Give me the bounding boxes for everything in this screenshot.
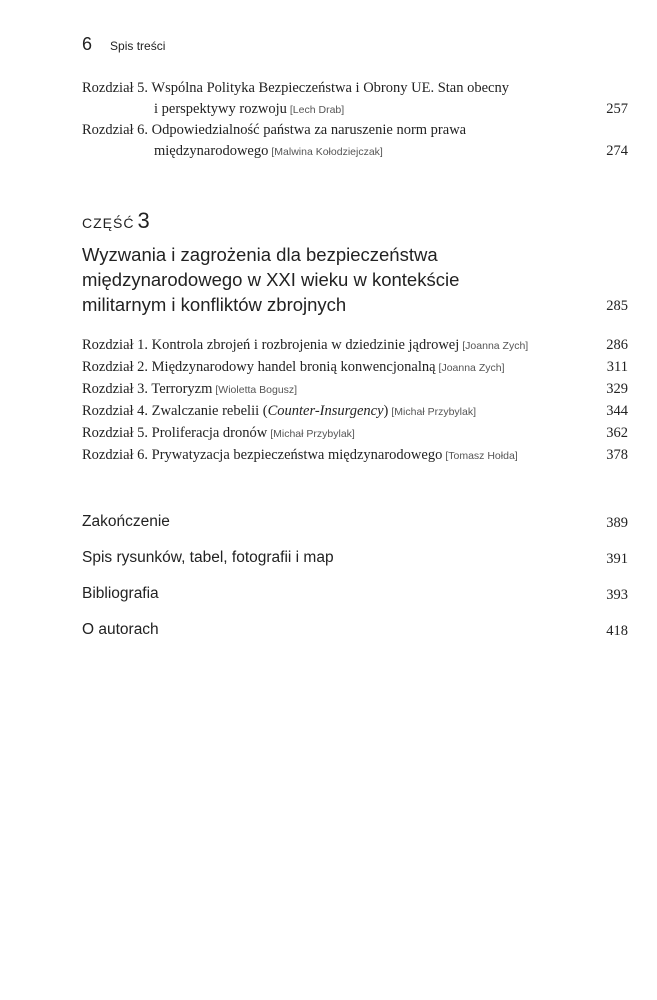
part-title-line: międzynarodowego w XXI wieku w kontekście bbox=[82, 269, 460, 290]
part-title[interactable] bbox=[82, 242, 628, 317]
entry-title: Spis rysunków, tabel, fotografii i map bbox=[82, 549, 334, 566]
entry-author: [Malwina Kołodziejczak] bbox=[271, 146, 383, 158]
entry-author: [Joanna Zych] bbox=[462, 340, 529, 352]
toc-entry-chapter-6[interactable] bbox=[82, 445, 628, 467]
entry-page-number: 329 bbox=[606, 381, 628, 397]
entry-page-number: 393 bbox=[606, 587, 628, 603]
entry-title: Rozdział 3. Terroryzm bbox=[82, 381, 213, 397]
entry-page-number: 378 bbox=[606, 447, 628, 463]
entry-author: [Joanna Zych] bbox=[438, 362, 505, 374]
entry-page-number: 389 bbox=[606, 515, 628, 531]
running-head-title: Spis treści bbox=[110, 39, 166, 53]
entry-page-number: 362 bbox=[606, 425, 628, 441]
entry-title: Rozdział 2. Międzynarodowy handel bronią konwencjonalną bbox=[82, 359, 436, 375]
entry-author: [Wioletta Bogusz] bbox=[215, 384, 298, 396]
entry-author: [Michał Przybylak] bbox=[270, 428, 355, 440]
entry-page-number: 286 bbox=[606, 337, 628, 353]
part-title-line: Wyzwania i zagrożenia dla bezpieczeństwa bbox=[82, 244, 438, 265]
entry-author: [Michał Przybylak] bbox=[391, 406, 476, 418]
entry-title: Bibliografia bbox=[82, 585, 159, 602]
entry-title-line1: Rozdział 5. Wspólna Polityka Bezpieczeństwa i Obrony UE. Stan obecny bbox=[82, 80, 509, 96]
entry-page-number: 418 bbox=[606, 623, 628, 639]
entry-page-number: 391 bbox=[606, 551, 628, 567]
entry-title-italic: Counter-Insurgency bbox=[267, 403, 384, 419]
entry-page-number: 344 bbox=[606, 403, 628, 419]
entry-page-number: 257 bbox=[606, 101, 628, 117]
part-word: CZĘŚĆ bbox=[82, 215, 135, 231]
toc-entry-ch6-part2[interactable] bbox=[82, 120, 628, 163]
entry-title-line1: Rozdział 6. Odpowiedzialność państwa za naruszenie norm prawa bbox=[82, 122, 467, 138]
running-head bbox=[82, 34, 165, 55]
entry-title: Rozdział 6. Prywatyzacja bezpieczeństwa międzynarodowego bbox=[82, 447, 443, 463]
toc-entry-bibliografia[interactable] bbox=[82, 584, 628, 604]
entry-page-number: 311 bbox=[606, 359, 628, 375]
entry-title: Rozdział 1. Kontrola zbrojeń i rozbrojenia w dziedzinie jądrowej bbox=[82, 337, 460, 353]
entry-title-line2: międzynarodowego bbox=[154, 143, 269, 159]
page-number: 6 bbox=[82, 34, 93, 54]
toc-entry-zakonczenie[interactable] bbox=[82, 512, 628, 532]
toc-entry-o-autorach[interactable] bbox=[82, 620, 628, 640]
part-title-line: militarnym i konfliktów zbrojnych bbox=[82, 294, 347, 315]
entry-title-end: ) bbox=[383, 403, 389, 419]
part-label bbox=[82, 208, 150, 234]
toc-entry-ch5-part2[interactable] bbox=[82, 78, 628, 121]
toc-entry-chapter-1[interactable] bbox=[82, 335, 628, 357]
part-page-number: 285 bbox=[606, 298, 628, 314]
toc-entry-chapter-5[interactable] bbox=[82, 423, 628, 445]
toc-entry-chapter-4[interactable] bbox=[82, 401, 628, 423]
entry-title: Zakończenie bbox=[82, 513, 170, 530]
toc-entry-chapter-3[interactable] bbox=[82, 379, 628, 401]
entry-author: [Tomasz Hołda] bbox=[445, 450, 518, 462]
entry-title: Rozdział 4. Zwalczanie rebelii ( bbox=[82, 403, 268, 419]
entry-title-line2: i perspektywy rozwoju bbox=[154, 101, 287, 117]
toc-entry-spis-rysunkow[interactable] bbox=[82, 548, 628, 568]
entry-page-number: 274 bbox=[606, 143, 628, 159]
part-number: 3 bbox=[137, 208, 150, 233]
entry-title: Rozdział 5. Proliferacja dronów bbox=[82, 425, 268, 441]
entry-title: O autorach bbox=[82, 621, 159, 638]
entry-author: [Lech Drab] bbox=[289, 104, 345, 116]
toc-entry-chapter-2[interactable] bbox=[82, 357, 628, 379]
